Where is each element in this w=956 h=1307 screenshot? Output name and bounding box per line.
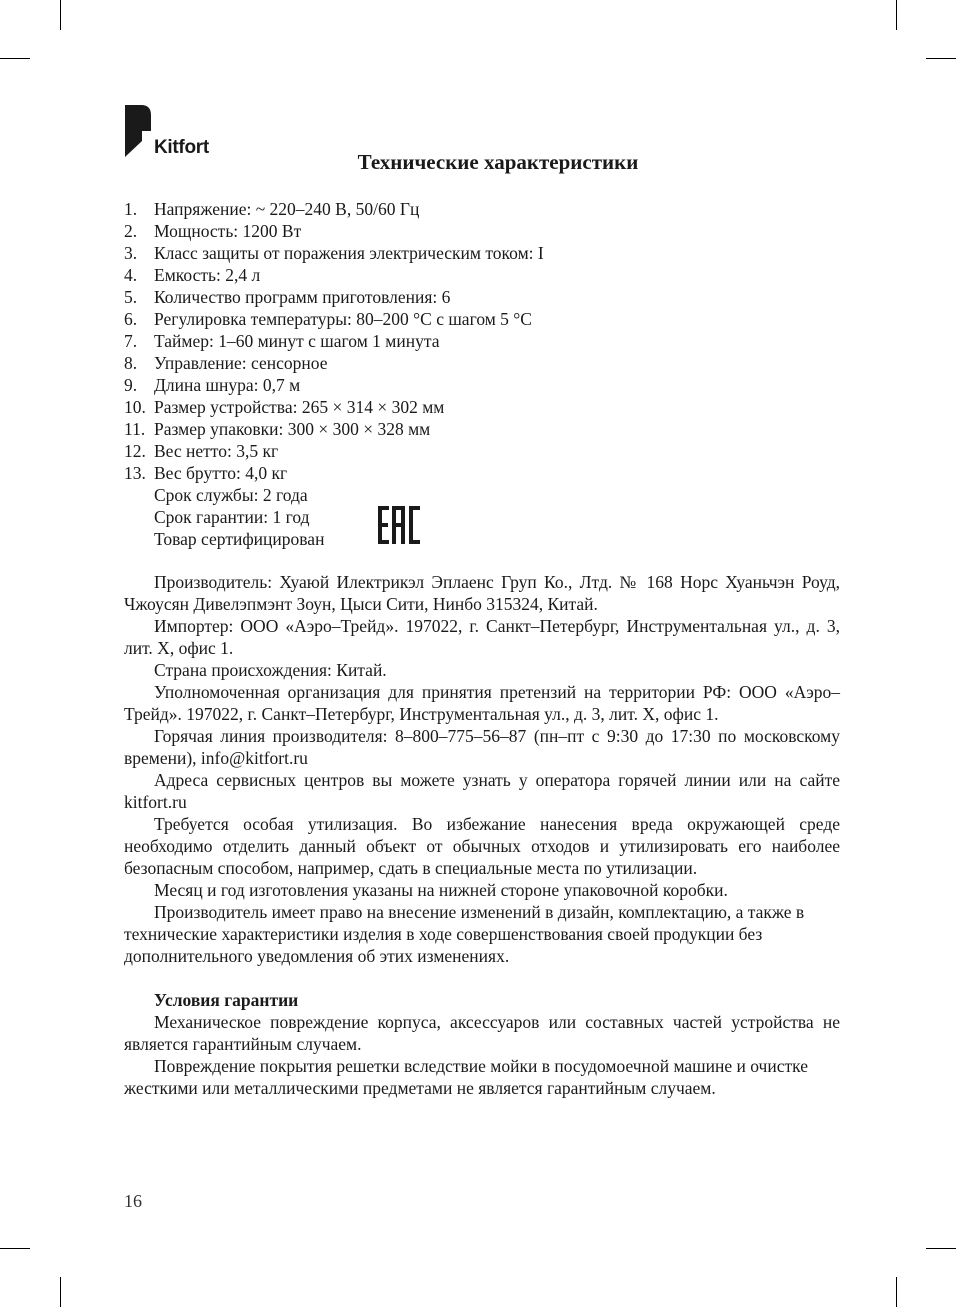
- spec-item: [124, 462, 544, 484]
- spec-item: [124, 330, 544, 352]
- spec-text: Вес брутто: 4,0 кг: [154, 463, 288, 483]
- eac-certification-icon: [377, 505, 421, 545]
- crop-mark: [0, 58, 30, 59]
- spec-item: [124, 396, 544, 418]
- page-title: Технические характеристики: [357, 150, 639, 174]
- paragraph: Импортер: ООО «Аэро–Трейд». 197022, г. Санкт–Петербург, Инструментальная ул., д. 3, лит. Х, офис 1.: [124, 616, 840, 658]
- paragraph: Уполномоченная организация для принятия претензий на территории РФ: ООО «Аэро–Трейд». 197022, г. Санкт–Петербург, Инструментальная ул., д. 3, лит. Х, офис 1.: [124, 682, 840, 724]
- paragraph: Горячая линия производителя: 8–800–775–56–87 (пн–пт с 9:30 до 17:30 по московскому времени), info@kitfort.ru: [124, 726, 840, 768]
- extra-info: [154, 484, 324, 550]
- crop-mark: [896, 1277, 897, 1307]
- spec-item: [124, 352, 544, 374]
- crop-mark: [926, 1248, 956, 1249]
- spec-number: 8.: [124, 353, 138, 373]
- spec-text: Напряжение: ~ 220–240 В, 50/60 Гц: [154, 199, 420, 219]
- spec-number: 6.: [124, 309, 138, 329]
- spec-text: Размер упаковки: 300 × 300 × 328 мм: [154, 419, 431, 439]
- spec-number: 5.: [124, 287, 138, 307]
- spec-item: [124, 418, 544, 440]
- spec-text: Регулировка температуры: 80–200 °С с шагом 5 °С: [154, 309, 532, 329]
- paragraph: Производитель: Хуаюй Илектрикэл Эплаенс Груп Ко., Лтд. № 168 Норс Хуаньчэн Роуд, Чжоусян Дивелэпмэнт Зоун, Цыси Сити, Нинбо 315324, Китай.: [124, 572, 840, 614]
- spec-number: 13.: [124, 463, 146, 483]
- paragraph: Производитель имеет право на внесение изменений в дизайн, комплектацию, а также в технические характеристики изделия в ходе совершенствования своей продукции без дополнительного уведомления об этих изменениях.: [124, 902, 805, 966]
- document-body: [124, 571, 840, 1099]
- spec-text: Длина шнура: 0,7 м: [154, 375, 301, 395]
- paragraph: Требуется особая утилизация. Во избежание нанесения вреда окружающей среде необходимо отделить данный объект от обычных отходов и утилизировать его наиболее безопасным способом, например, сдать в специальные места по утилизации.: [124, 814, 840, 878]
- crop-mark: [0, 1248, 30, 1249]
- service-life: Срок службы: 2 года: [154, 485, 308, 505]
- paragraph: Страна происхождения: Китай.: [154, 660, 387, 680]
- spec-item: [124, 286, 544, 308]
- spec-number: 10.: [124, 397, 146, 417]
- spec-item: [124, 308, 544, 330]
- brand-name: Kitfort: [154, 137, 209, 158]
- info-paragraphs: [124, 571, 840, 967]
- spec-text: Емкость: 2,4 л: [154, 265, 261, 285]
- crop-mark: [896, 0, 897, 30]
- spec-text: Управление: сенсорное: [154, 353, 328, 373]
- spec-number: 11.: [124, 419, 146, 439]
- page-number: 16: [124, 1191, 142, 1211]
- spec-number: 7.: [124, 331, 138, 351]
- spec-text: Мощность: 1200 Вт: [154, 221, 302, 241]
- spec-number: 1.: [124, 199, 138, 219]
- warranty-paragraphs: [124, 1011, 840, 1099]
- spec-text: Класс защиты от поражения электрическим током: I: [154, 243, 544, 263]
- specs-list: [124, 198, 544, 484]
- warranty-heading: Условия гарантии: [154, 990, 299, 1010]
- spec-item: [124, 264, 544, 286]
- paragraph: Повреждение покрытия решетки вследствие мойки в посудомоечной машине и очистке жесткими или металлическими предметами не является гарантийным случаем.: [124, 1056, 808, 1098]
- paragraph: Месяц и год изготовления указаны на нижней стороне упаковочной коробки.: [154, 880, 728, 900]
- warranty-period: Срок гарантии: 1 год: [154, 507, 310, 527]
- spec-number: 4.: [124, 265, 138, 285]
- spec-item: [124, 242, 544, 264]
- spec-number: 3.: [124, 243, 138, 263]
- spec-item: [124, 374, 544, 396]
- spec-item: [124, 220, 544, 242]
- spec-item: [124, 440, 544, 462]
- spec-text: Количество программ приготовления: 6: [154, 287, 451, 307]
- certified-text: Товар сертифицирован: [154, 529, 325, 549]
- spec-number: 12.: [124, 441, 146, 461]
- spec-number: 9.: [124, 375, 138, 395]
- paragraph: Механическое повреждение корпуса, аксессуаров или составных частей устройства не является гарантийным случаем.: [124, 1012, 840, 1054]
- crop-mark: [60, 0, 61, 30]
- paragraph: Адреса сервисных центров вы можете узнать у оператора горячей линии или на сайте kitfort.ru: [124, 770, 840, 812]
- spec-text: Размер устройства: 265 × 314 × 302 мм: [154, 397, 445, 417]
- crop-mark: [60, 1277, 61, 1307]
- spec-item: [124, 198, 544, 220]
- spec-number: 2.: [124, 221, 138, 241]
- spec-text: Таймер: 1–60 минут с шагом 1 минута: [154, 331, 440, 351]
- crop-mark: [926, 58, 956, 59]
- spec-text: Вес нетто: 3,5 кг: [154, 441, 279, 461]
